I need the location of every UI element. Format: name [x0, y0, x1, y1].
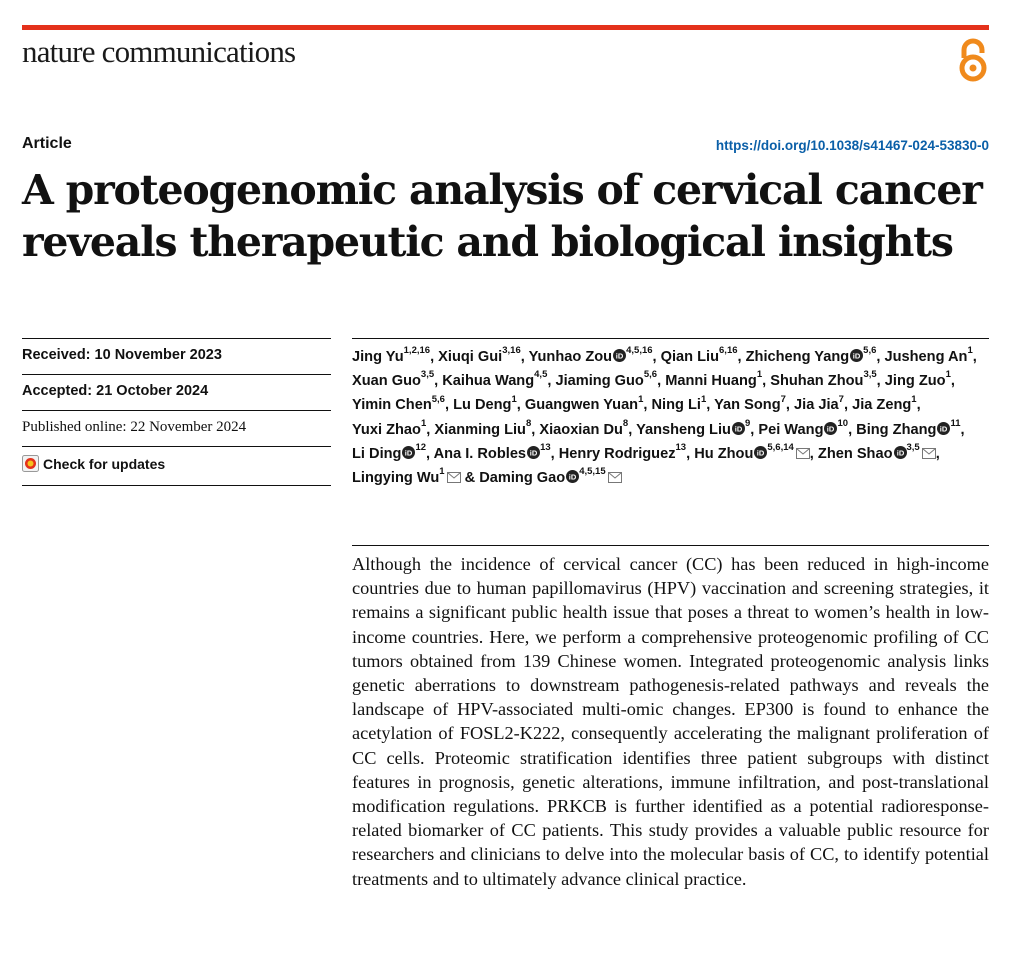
author-name-text: Jing Zuo: [884, 373, 946, 390]
affiliation-superscript: 6,16: [719, 345, 738, 357]
author-name-text: Xianming Liu: [434, 421, 526, 438]
orcid-icon[interactable]: [732, 422, 745, 435]
author-name[interactable]: [352, 369, 435, 390]
affiliation-superscript: 4,5,15: [579, 466, 606, 478]
svg-text:iD: iD: [529, 448, 538, 458]
affiliation-superscript: 1: [511, 393, 517, 405]
author-name[interactable]: [539, 417, 629, 438]
orcid-icon[interactable]: [613, 349, 626, 362]
article-dates: [22, 338, 331, 486]
author-name-text: Lu Deng: [453, 397, 512, 414]
svg-text:iD: iD: [405, 448, 413, 458]
email-icon[interactable]: [447, 472, 461, 483]
article-type: Article: [22, 135, 72, 152]
author-name[interactable]: [714, 393, 786, 414]
affiliation-superscript: 1: [756, 369, 763, 381]
accepted-date: Accepted: 21 October 2024: [22, 374, 331, 410]
author-name[interactable]: [352, 441, 427, 462]
svg-text:iD: iD: [568, 472, 577, 482]
author-name-text: Jing Yu: [352, 349, 404, 365]
author-name-text: Li Ding: [352, 445, 402, 462]
check-for-updates-label: Check for updates: [43, 455, 166, 472]
affiliation-superscript: 3,5: [863, 369, 877, 381]
author-name[interactable]: [352, 345, 431, 365]
affiliation-superscript: 1,2,16: [403, 345, 431, 357]
author-name[interactable]: [434, 417, 532, 438]
author-name[interactable]: [665, 369, 763, 390]
author-name-text: Jiaming Guo: [555, 373, 644, 390]
affiliation-superscript: 10: [837, 417, 849, 429]
doi-link[interactable]: https://doi.org/10.1038/s41467-024-53830-0: [715, 138, 989, 153]
check-updates-row: [22, 446, 331, 486]
email-icon[interactable]: [922, 448, 936, 459]
affiliation-superscript: 5,6: [431, 393, 445, 405]
author-name[interactable]: [352, 417, 427, 438]
author-name-text: Yan Song: [714, 397, 781, 414]
affiliation-superscript: 1: [638, 393, 644, 405]
author-name[interactable]: [438, 345, 521, 365]
author-name[interactable]: [352, 466, 461, 487]
affiliation-superscript: 5,6: [643, 369, 658, 381]
orcid-icon[interactable]: [824, 422, 837, 435]
author-name-text: Yansheng Liu: [636, 421, 731, 438]
affiliation-superscript: 4,5: [534, 369, 548, 381]
orcid-icon[interactable]: [566, 470, 579, 483]
affiliation-superscript: 9: [744, 417, 751, 429]
affiliation-superscript: 5,6,14: [767, 441, 794, 453]
author-name-text: Ana I. Robles: [433, 445, 527, 462]
author-name-text: Qian Liu: [660, 349, 720, 365]
svg-text:iD: iD: [940, 424, 948, 434]
author-name[interactable]: [524, 393, 644, 414]
author-name[interactable]: [794, 393, 844, 414]
affiliation-superscript: 1: [967, 345, 973, 357]
author-name-text: Jusheng An: [884, 349, 968, 365]
author-name-text: Xuan Guo: [352, 373, 421, 390]
author-name-text: Shuhan Zhou: [770, 373, 864, 390]
received-date: Received: 10 November 2023: [22, 338, 331, 374]
affiliation-superscript: 3,5: [420, 369, 435, 381]
author-name-text: Ning Li: [651, 397, 701, 414]
author-name[interactable]: [453, 393, 517, 414]
author-name[interactable]: [745, 345, 877, 365]
author-name[interactable]: [433, 441, 551, 462]
author-name-text: Jia Jia: [794, 397, 839, 414]
author-name[interactable]: [817, 441, 936, 462]
author-name-text: Xiuqi Gui: [438, 349, 503, 365]
author-name-text: Hu Zhou: [694, 445, 754, 462]
article-title: A proteogenomic analysis of cervical cancer reveals therapeutic and biological insights: [22, 166, 982, 266]
author-name[interactable]: [558, 441, 687, 462]
affiliation-superscript: 1: [945, 369, 951, 381]
svg-text:iD: iD: [757, 448, 765, 458]
affiliation-superscript: 8: [525, 417, 532, 429]
published-date: Published online: 22 November 2024: [22, 410, 331, 446]
author-name-text: Guangwen Yuan: [524, 397, 639, 414]
affiliation-superscript: 12: [415, 441, 427, 453]
affiliation-superscript: 4,5,16: [626, 345, 653, 357]
affiliation-superscript: 13: [675, 441, 687, 453]
svg-text:iD: iD: [896, 448, 904, 458]
svg-text:iD: iD: [827, 424, 835, 434]
affiliation-superscript: 3,5: [906, 441, 920, 453]
author-name[interactable]: [528, 345, 653, 365]
author-name[interactable]: [479, 466, 621, 487]
author-name-text: Lingying Wu: [352, 470, 440, 487]
author-name-text: Henry Rodriguez: [558, 445, 676, 462]
author-name-text: Zhen Shao: [817, 445, 893, 462]
author-name-text: Pei Wang: [758, 421, 824, 438]
svg-text:iD: iD: [615, 351, 624, 361]
affiliation-superscript: 1: [911, 393, 917, 405]
author-name-text: Jia Zeng: [852, 397, 912, 414]
orcid-icon[interactable]: [894, 446, 907, 459]
author-name[interactable]: [758, 417, 849, 438]
author-name[interactable]: [660, 345, 738, 365]
orcid-icon[interactable]: [402, 446, 415, 459]
abstract: [352, 545, 989, 891]
check-for-updates-icon: [22, 455, 39, 472]
orcid-icon[interactable]: [850, 349, 863, 362]
affiliation-superscript: 1: [439, 466, 445, 478]
email-icon[interactable]: [796, 448, 810, 459]
journal-accent-bar: [22, 25, 989, 30]
author-name-text: Manni Huang: [665, 373, 757, 390]
affiliation-superscript: 7: [838, 393, 844, 405]
author-name-text: Kaihua Wang: [442, 373, 535, 390]
affiliation-superscript: 3,16: [502, 345, 521, 357]
author-name[interactable]: [555, 369, 658, 390]
affiliation-superscript: 8: [622, 417, 629, 429]
journal-name[interactable]: nature communications: [22, 34, 296, 69]
affiliation-superscript: 1: [420, 417, 427, 429]
author-name-text: Yimin Chen: [352, 397, 432, 414]
affiliation-superscript: 7: [780, 393, 786, 405]
author-list: Jing Yu$^{1,2,16}$, Xiuqi Gui$^{3,16}$, Yunhao Zou iD $^{4,5,16}$, Qian Liu$^{6,16}$, Zhicheng Yang iD $^{5,6}$, Jusheng An$^1$, Xuan Guo$^{3,5}$, Kaihua Wang$^{4,5}$, Jiaming Guo$^{5,6}$, Manni Huang$^1$, Shuhan Zhou$^{3,5}$, Jing Zuo$^1$, Yimin Chen$^{5,6}$, Lu Deng$^1$, Guangwen Yuan$^1$, Ning Li$^1$, Yan Song$^7$, Jia Jia$^7$, Jia Zeng$^1$, Yuxi Zhao$^1$, Xianming Liu$^8$, Xiaoxian Du$^8$, Yansheng Liu iD $^9$, Pei Wang iD $^{10}$, Bing Zhang iD $^{11}$, Li Ding iD $^{12}$, Ana I. Robles iD $^{13}$, Henry Rodriguez$^{13}$, Hu Zhou iD $^{5,6,14}$ , Zhen Shao iD $^{3,5}$ , Lingying Wu$^1$ & Daming Gao iD $^{4,5,15}$: [352, 338, 989, 490]
affiliation-superscript: 1: [700, 393, 707, 405]
author-name-text: Daming Gao: [479, 470, 566, 487]
author-name-text: Zhicheng Yang: [745, 349, 850, 365]
author-name[interactable]: [884, 369, 951, 390]
author-name-text: Bing Zhang: [856, 421, 937, 438]
email-icon[interactable]: [608, 472, 622, 483]
orcid-icon[interactable]: [754, 446, 767, 459]
open-access-icon: [955, 37, 991, 83]
author-name[interactable]: [694, 441, 810, 462]
svg-text:iD: iD: [734, 424, 743, 434]
affiliation-superscript: 11: [950, 417, 961, 429]
orcid-icon[interactable]: [937, 422, 950, 435]
author-name-text: Yunhao Zou: [528, 349, 613, 365]
author-name[interactable]: [884, 345, 973, 365]
author-name[interactable]: [442, 369, 548, 390]
check-for-updates-button[interactable]: [22, 455, 331, 472]
author-name[interactable]: [636, 417, 751, 438]
author-name[interactable]: [352, 393, 445, 414]
author-name[interactable]: [770, 369, 877, 390]
affiliation-superscript: 5,6: [863, 345, 877, 357]
author-name[interactable]: [852, 393, 917, 414]
orcid-icon[interactable]: [527, 446, 540, 459]
svg-text:iD: iD: [852, 351, 861, 361]
author-name-text: Yuxi Zhao: [352, 421, 421, 438]
author-name[interactable]: [856, 417, 961, 438]
author-name-text: Xiaoxian Du: [539, 421, 623, 438]
author-name[interactable]: [651, 393, 707, 414]
abstract-text: Although the incidence of cervical cancer (CC) has been reduced in high-income countries due to human papillomavirus (HPV) vaccination and screening strategies, it remains a significant public health issue that poses a threat to women’s health in low-income countries. Here, we perform a comprehensive proteogenomic profiling of CC tumors obtained from 139 Chinese women. Integrated proteogenomic analysis links genetic aberrations to downstream pathogenesis-related pathways and reveals the landscape of HPV-associated multi-omic changes. EP300 is found to enhance the acetylation of FOSL2-K222, consequently accelerating the malignant proliferation of CC cells. Proteomic stratification identifies three patient subgroups with distinct features in prognosis, genetic alterations, immune infiltration, and post-translational modification regulations. PRKCB is further identified as a potential radioresponse-related biomarker of CC patients. This study provides a valuable public resource for researchers and clinicians to delve into the molecular basis of CC, to identify potential treatments and to ultimately advance clinical practice.: [352, 554, 989, 889]
affiliation-superscript: 13: [540, 441, 551, 453]
